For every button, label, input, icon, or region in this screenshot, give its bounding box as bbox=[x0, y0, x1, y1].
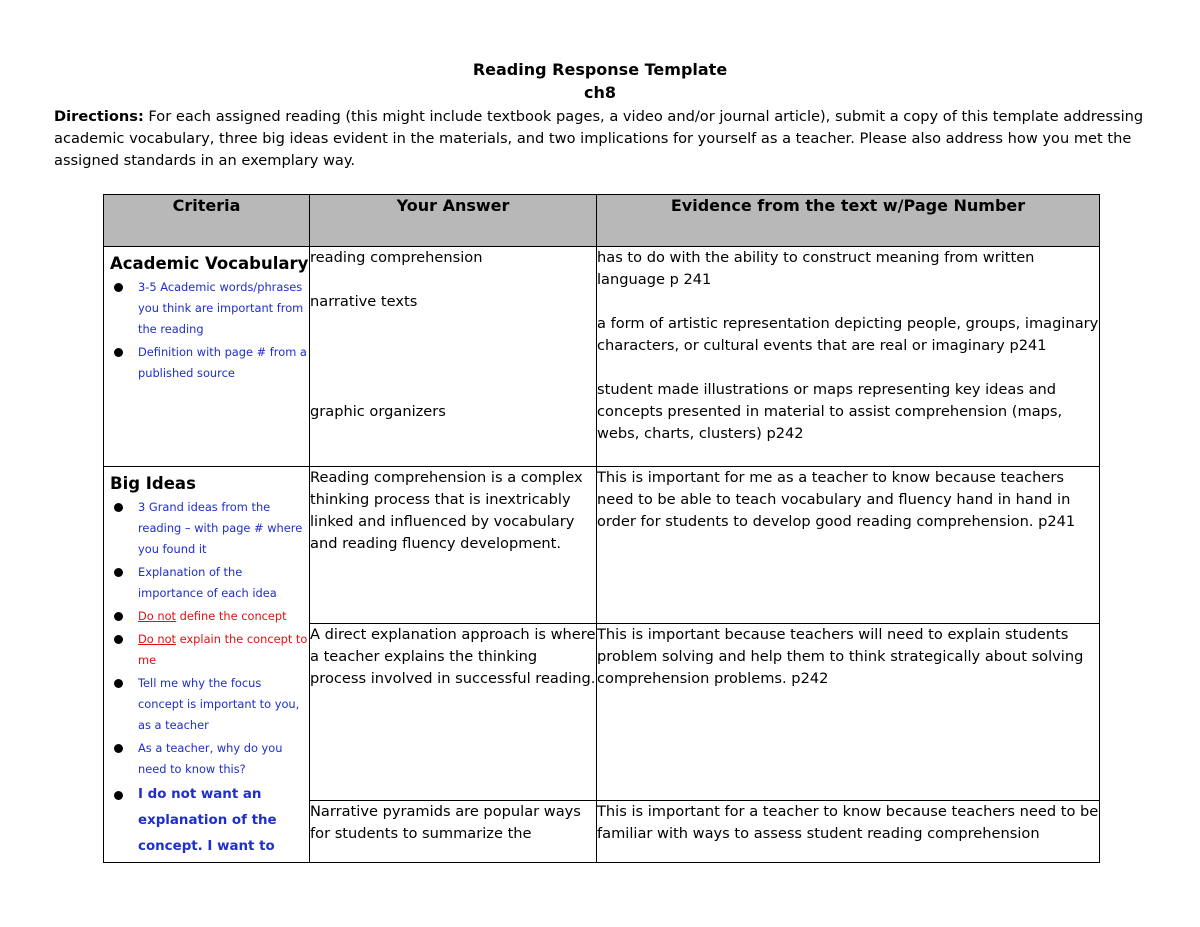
answer-cell-ideas-2: A direct explanation approach is where a teacher explains the thinking process involved in successful reading. bbox=[310, 623, 597, 800]
header-your-answer: Your Answer bbox=[310, 195, 597, 247]
directions-label: Directions: bbox=[54, 108, 144, 125]
list-item bbox=[114, 629, 309, 671]
header-evidence: Evidence from the text w/Page Number bbox=[597, 195, 1100, 247]
answer-cell-ideas-1: Reading comprehension is a complex thinking process that is inextricably linked and influenced by vocabulary and reading fluency development. bbox=[310, 467, 597, 624]
list-item: Tell me why the focus concept is important to you, as a teacher bbox=[114, 673, 309, 736]
criteria-list-ideas bbox=[104, 497, 309, 860]
criteria-title-vocabulary: Academic Vocabulary bbox=[110, 254, 309, 273]
vocab-answer-2: narrative texts bbox=[310, 293, 418, 310]
document-subtitle: ch8 bbox=[583, 83, 616, 102]
vocab-answer-1: reading comprehension bbox=[310, 249, 483, 266]
list-item: Explanation of the importance of each idea bbox=[114, 562, 309, 604]
list-item-text: define the concept bbox=[176, 609, 287, 623]
criteria-cell-vocabulary bbox=[104, 247, 310, 467]
evidence-cell-vocabulary bbox=[597, 247, 1100, 467]
table-row-vocabulary bbox=[104, 247, 1100, 467]
answer-cell-ideas-3: Narrative pyramids are popular ways for students to summarize the bbox=[310, 800, 597, 862]
emphasis-text: Do not bbox=[138, 632, 177, 646]
response-table bbox=[103, 194, 1100, 863]
directions-paragraph bbox=[54, 106, 1154, 172]
list-item-text: explain the concept to me bbox=[138, 632, 308, 667]
header-criteria: Criteria bbox=[104, 195, 310, 247]
evidence-cell-ideas-3: This is important for a teacher to know because teachers need to be familiar with ways to assess student reading comprehension bbox=[597, 800, 1100, 862]
list-item: 3 Grand ideas from the reading – with page # where you found it bbox=[114, 497, 309, 560]
table-header-row bbox=[104, 195, 1100, 247]
directions-text: For each assigned reading (this might include textbook pages, a video and/or journal article), submit a copy of this template addressing academic vocabulary, three big ideas evident in the materials, and two implications for yourself as a teacher. Please also address how you met the assigned standards in an exemplary way. bbox=[54, 108, 1144, 169]
criteria-list-vocabulary bbox=[104, 277, 309, 384]
table-row-ideas-1 bbox=[104, 467, 1100, 624]
evidence-cell-ideas-1: This is important for me as a teacher to know because teachers need to be able to teach vocabulary and fluency hand in hand in order for students to develop good reading comprehension. p241 bbox=[597, 467, 1100, 624]
list-item: Definition with page # from a published source bbox=[114, 342, 309, 384]
document-title: Reading Response Template bbox=[472, 60, 728, 79]
criteria-title-ideas: Big Ideas bbox=[110, 474, 196, 493]
list-item: I do not want an explanation of the concept. I want to bbox=[114, 782, 309, 860]
vocab-evidence-3: student made illustrations or maps representing key ideas and concepts presented in material to assist comprehension (maps, webs, charts, clusters) p242 bbox=[597, 381, 1063, 442]
vocab-evidence-1: has to do with the ability to construct meaning from written language p 241 bbox=[597, 249, 1035, 288]
criteria-cell-ideas bbox=[104, 467, 310, 863]
evidence-cell-ideas-2: This is important because teachers will need to explain students problem solving and help them to think strategically about solving comprehension problems. p242 bbox=[597, 623, 1100, 800]
emphasis-text: Do not bbox=[138, 609, 177, 623]
list-item: As a teacher, why do you need to know this? bbox=[114, 738, 309, 780]
list-item: 3-5 Academic words/phrases you think are important from the reading bbox=[114, 277, 309, 340]
vocab-evidence-2: a form of artistic representation depicting people, groups, imaginary characters, or cultural events that are real or imaginary p241 bbox=[597, 315, 1099, 354]
answer-cell-vocabulary bbox=[310, 247, 597, 467]
list-item bbox=[114, 606, 309, 627]
vocab-answer-3: graphic organizers bbox=[310, 403, 446, 420]
